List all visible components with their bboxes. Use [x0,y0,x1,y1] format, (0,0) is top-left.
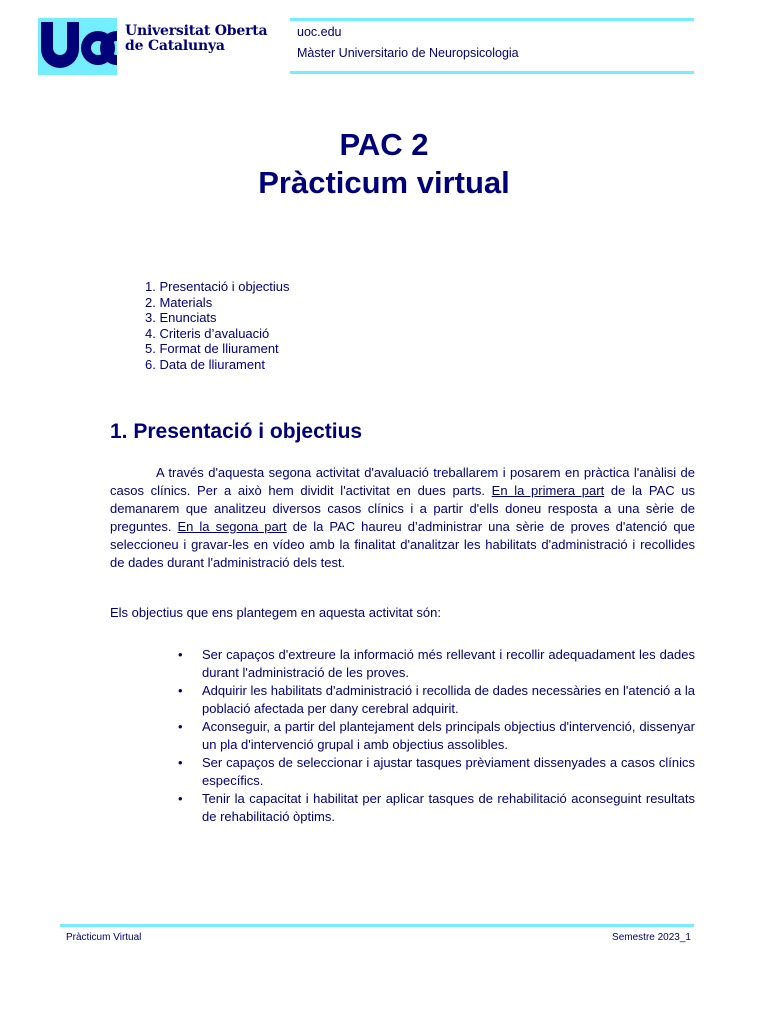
uoc-logo-mark [38,18,117,75]
footer-course: Pràcticum Virtual [66,932,142,943]
intro-text-c: de la PAC haureu d’administrar una sèrie de proves d'atenció que seleccioneu i gravar-les en vídeo amb la finalitat d'analitzar les habilitats d'administració i recollides de dades durant l'administració dels test. [110,519,696,570]
toc-item[interactable]: 3. Enunciats [145,310,217,325]
intro-text-b: de la PAC us demanarem que analitzeu diversos casos clínics i a partir d'ells doneu resposta a una sèrie de preguntes. [110,483,696,534]
page-title-line1: PAC 2 [339,127,429,162]
uoc-logo [38,18,117,75]
list-item-text: Tenir la capacitat i habilitat per aplicar tasques de rehabilitació aconseguint resultats de rehabilitació òptims. [202,791,695,824]
footer-semester: Semestre 2023_1 [612,932,691,943]
list-item [178,790,695,826]
bullet-icon: • [178,791,183,806]
list-item-text: Ser capaços d'extreure la informació més rellevant i recollir adequadament les dades durant l'administració de les proves. [202,647,695,680]
objectives-intro: Els objectius que ens plantegem en aquesta activitat són: [110,605,441,620]
toc-item[interactable]: 4. Criteris d’avaluació [145,325,270,341]
bullet-icon: • [178,755,183,770]
university-name-line2: de Catalunya [125,38,225,54]
university-name [125,24,267,54]
list-item [178,754,695,790]
intro-paragraph [110,464,695,572]
program-name: Màster Universitario de Neuropsicologia [297,46,519,60]
toc-item[interactable]: 5. Format de lliurament [145,341,279,356]
footer-rule [60,924,694,927]
list-item [178,682,695,718]
section-heading: 1. Presentació i objectius [110,420,363,443]
page-title-line2: Pràcticum virtual [258,165,510,200]
list-item-text: Ser capaços de seleccionar i ajustar tasques prèviament dissenyades a casos clínics específics. [202,755,695,788]
list-item-text: Aconseguir, a partir del plantejament dels principals objectius d'intervenció, dissenyar un pla d'intervenció grupal i amb objectius assolibles. [202,719,695,752]
list-item [178,646,695,682]
table-of-contents [145,279,290,372]
header-top-rule [290,18,694,21]
first-part-link: En la primera part [491,483,605,498]
toc-item[interactable]: 2. Materials [145,294,213,310]
objectives-list [178,646,695,826]
header-bottom-rule [290,71,694,74]
site-link[interactable]: uoc.edu [297,25,342,39]
toc-item[interactable]: 6. Data de lliurament [145,356,265,372]
bullet-icon: • [178,683,183,698]
list-item [178,718,695,754]
intro-text-a: A través d'aquesta segona activitat d'avaluació treballarem i posarem en pràctica l'anàlisi de casos clínics. Per a això hem dividit l'activitat en dues parts. [110,465,695,498]
university-name-line1: Universitat Oberta [125,23,268,39]
list-item-text: Adquirir les habilitats d'administració i recollida de dades necessàries en l'atenció a la població afectada per dany cerebral adquirit. [202,683,695,716]
second-part-link: En la segona part [177,519,287,534]
toc-item[interactable]: 1. Presentació i objectius [145,279,290,294]
bullet-icon: • [178,647,183,662]
bullet-icon: • [178,719,183,734]
